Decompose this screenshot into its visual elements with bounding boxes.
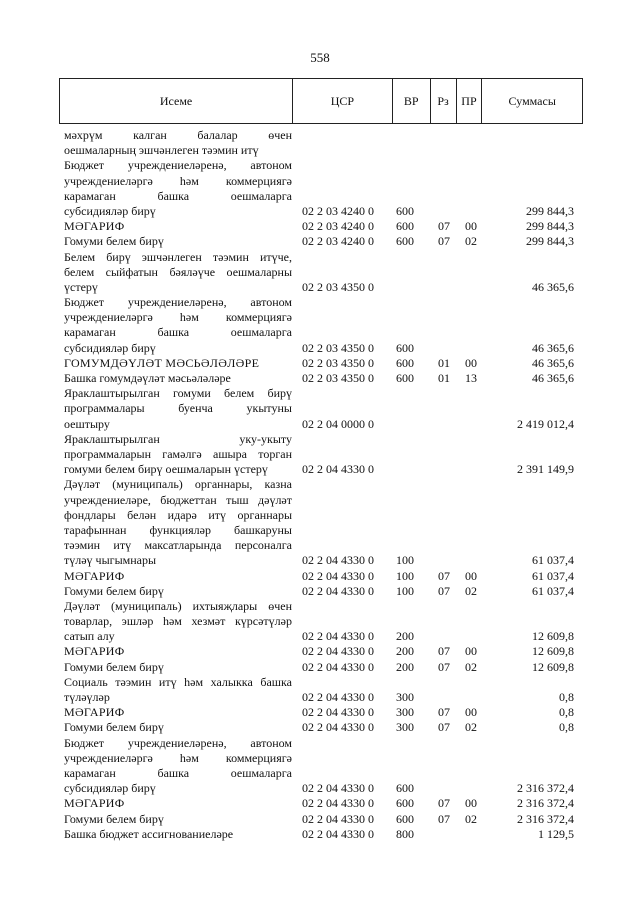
row-name	[64, 705, 292, 720]
row-name-line: Дәүләт (муниципаль) ихтыяҗлары өчен	[64, 598, 292, 613]
row-sum: 2 316 372,4	[517, 811, 574, 826]
row-pr: 00	[465, 705, 477, 720]
row-name-line: карамаган башка оешмаларга	[64, 188, 292, 203]
table-row	[64, 705, 574, 720]
row-pr: 00	[465, 568, 477, 583]
row-sum: 61 037,4	[532, 553, 574, 568]
row-name	[64, 796, 292, 811]
header-vr: ВР	[392, 79, 430, 123]
row-name-line: сатып алу	[64, 629, 115, 644]
row-sum: 0,8	[559, 705, 574, 720]
row-name-line: Бюджет учреждениеләренә, автоном	[64, 158, 292, 173]
row-name	[64, 675, 292, 705]
table-row	[64, 128, 574, 158]
row-csr: 02 2 03 4240 0	[302, 234, 374, 249]
row-vr: 100	[396, 553, 414, 568]
table-row	[64, 356, 574, 371]
table-header	[59, 78, 583, 124]
table-row	[64, 827, 574, 842]
row-vr: 200	[396, 644, 414, 659]
row-name-line: түләү чыгымнары	[64, 553, 157, 568]
row-rz: 01	[438, 371, 450, 386]
row-name-line: Гомуми белем бирү	[64, 811, 164, 826]
row-name-line: Гомуми белем бирү	[64, 234, 164, 249]
row-name-line: түләүләр	[64, 690, 110, 705]
header-name: Исеме	[159, 93, 193, 108]
row-sum: 299 844,3	[526, 234, 574, 249]
row-name-line: карамаган башка оешмаларга	[64, 766, 292, 781]
row-name-line: товарлар, эшләр һәм хезмәт күрсәтүләр	[64, 614, 292, 629]
row-pr: 02	[465, 234, 477, 249]
row-sum: 46 365,6	[532, 340, 574, 355]
row-name	[64, 432, 292, 478]
table-row	[64, 796, 574, 811]
page-number: 558	[310, 50, 330, 65]
row-pr: 00	[465, 644, 477, 659]
table-row	[64, 250, 574, 296]
row-pr: 13	[465, 371, 477, 386]
row-sum: 12 609,8	[532, 629, 574, 644]
row-name-line: программалары буенча укытуны	[64, 401, 292, 416]
row-name	[64, 250, 292, 296]
table-row	[64, 812, 574, 827]
table-row	[64, 644, 574, 659]
row-rz: 07	[438, 705, 450, 720]
row-name	[64, 660, 292, 675]
table-row	[64, 432, 574, 478]
row-csr: 02 2 04 4330 0	[302, 720, 374, 735]
header-pr: ПР	[456, 79, 482, 123]
row-vr: 300	[396, 690, 414, 705]
row-name-line: Бюджет учреждениеләренә, автоном	[64, 295, 292, 310]
row-sum: 46 365,6	[532, 355, 574, 370]
row-name-line: үстерү	[64, 279, 98, 294]
row-sum: 12 609,8	[532, 644, 574, 659]
table-body	[64, 128, 574, 842]
table-row	[64, 158, 574, 219]
header-sum: Суммасы	[481, 79, 582, 123]
row-name-line: Яраклаштырылган уку-укыту	[64, 431, 292, 446]
row-csr: 02 2 03 4350 0	[302, 371, 374, 386]
row-pr: 02	[465, 659, 477, 674]
row-sum: 2 419 012,4	[517, 416, 574, 431]
table-row	[64, 584, 574, 599]
row-name-line: МӘГАРИФ	[64, 796, 125, 811]
row-csr: 02 2 04 0000 0	[302, 416, 374, 431]
row-rz: 07	[438, 644, 450, 659]
row-sum: 1 129,5	[538, 826, 574, 841]
header-rz: Рз	[430, 79, 456, 123]
row-pr: 02	[465, 720, 477, 735]
row-name-line: Гомуми белем бирү	[64, 720, 164, 735]
row-pr: 02	[465, 811, 477, 826]
table-row	[64, 569, 574, 584]
row-name-line: субсидияләр бирү	[64, 203, 156, 218]
row-vr: 800	[396, 826, 414, 841]
row-rz: 07	[438, 234, 450, 249]
row-name-line: белем сыйфатын бәяләүче оешмаларны	[64, 264, 292, 279]
row-name-line: Белем бирү эшчәнлеген тәэмин итүче,	[64, 249, 292, 264]
row-rz: 07	[438, 811, 450, 826]
row-name-line: оешмаларның эшчәнлеген тәэмин итү	[64, 143, 259, 158]
row-csr: 02 2 03 4350 0	[302, 279, 374, 294]
table-row	[64, 599, 574, 645]
row-name-line: тәэмин итү максатларында персоналга	[64, 538, 292, 553]
row-sum: 0,8	[559, 690, 574, 705]
row-name-line: МӘГАРИФ	[64, 219, 125, 234]
row-name	[64, 812, 292, 827]
row-csr: 02 2 04 4330 0	[302, 629, 374, 644]
row-name-line: Башка гомумдәүләт мәсьәләләре	[64, 371, 231, 386]
row-name-line: Яраклаштырылган гомуми белем бирү	[64, 386, 292, 401]
row-sum: 0,8	[559, 720, 574, 735]
row-name	[64, 736, 292, 797]
row-vr: 200	[396, 659, 414, 674]
row-vr: 100	[396, 583, 414, 598]
table-row	[64, 371, 574, 386]
row-rz: 07	[438, 219, 450, 234]
row-name	[64, 371, 292, 386]
row-name	[64, 386, 292, 432]
row-csr: 02 2 03 4240 0	[302, 219, 374, 234]
row-name-line: Дәүләт (муниципаль) органнары, казна	[64, 477, 292, 492]
row-sum: 299 844,3	[526, 219, 574, 234]
row-csr: 02 2 04 4330 0	[302, 659, 374, 674]
row-name	[64, 720, 292, 735]
row-csr: 02 2 04 4330 0	[302, 644, 374, 659]
row-sum: 12 609,8	[532, 659, 574, 674]
row-name-line: ГОМУМДӘҮЛӘТ МӘСЬӘЛӘЛӘРЕ	[64, 355, 260, 370]
row-name-line: субсидияләр бирү	[64, 340, 156, 355]
row-csr: 02 2 04 4330 0	[302, 705, 374, 720]
row-csr: 02 2 04 4330 0	[302, 568, 374, 583]
row-name	[64, 158, 292, 219]
row-vr: 100	[396, 568, 414, 583]
row-name	[64, 569, 292, 584]
row-rz: 07	[438, 568, 450, 583]
row-vr: 300	[396, 720, 414, 735]
row-name	[64, 234, 292, 249]
row-rz: 07	[438, 659, 450, 674]
table-row	[64, 660, 574, 675]
table-row	[64, 720, 574, 735]
row-name-line: МӘГАРИФ	[64, 568, 125, 583]
row-csr: 02 2 04 4330 0	[302, 781, 374, 796]
row-csr: 02 2 04 4330 0	[302, 553, 374, 568]
row-name-line: МӘГАРИФ	[64, 705, 125, 720]
row-csr: 02 2 04 4330 0	[302, 796, 374, 811]
row-sum: 46 365,6	[532, 371, 574, 386]
row-name	[64, 219, 292, 234]
row-csr: 02 2 03 4240 0	[302, 203, 374, 218]
row-vr: 200	[396, 629, 414, 644]
row-csr: 02 2 03 4350 0	[302, 355, 374, 370]
header-csr: ЦСР	[292, 79, 392, 123]
row-vr: 600	[396, 796, 414, 811]
table-row	[64, 234, 574, 249]
row-pr: 02	[465, 583, 477, 598]
row-csr: 02 2 04 4330 0	[302, 811, 374, 826]
row-name	[64, 295, 292, 356]
row-rz: 07	[438, 796, 450, 811]
row-name-line: программаларын гамәлгә ашыра торган	[64, 447, 292, 461]
row-name-line: гомуми белем бирү оешмаларын үстерү	[64, 462, 268, 477]
row-csr: 02 2 03 4350 0	[302, 340, 374, 355]
table-row	[64, 477, 574, 568]
row-sum: 61 037,4	[532, 568, 574, 583]
row-pr: 00	[465, 355, 477, 370]
row-vr: 600	[396, 340, 414, 355]
row-csr: 02 2 04 4330 0	[302, 462, 374, 477]
row-sum: 299 844,3	[526, 203, 574, 218]
row-name	[64, 644, 292, 659]
row-vr: 600	[396, 234, 414, 249]
table-row	[64, 736, 574, 797]
row-pr: 00	[465, 796, 477, 811]
row-name-line: учреждениеләргә һәм коммерциягә	[64, 750, 292, 765]
row-rz: 07	[438, 720, 450, 735]
row-name-line: Бюджет учреждениеләренә, автоном	[64, 735, 292, 750]
row-vr: 600	[396, 203, 414, 218]
row-name-line: фондлары белән идарә итү органнары	[64, 507, 292, 522]
row-vr: 600	[396, 355, 414, 370]
row-vr: 600	[396, 811, 414, 826]
table-row	[64, 295, 574, 356]
row-name-line: учреждениеләре, бюджеттан тыш дәүләт	[64, 492, 292, 507]
row-sum: 2 391 149,9	[517, 462, 574, 477]
table-row	[64, 675, 574, 705]
row-name-line: карамаган башка оешмаларга	[64, 325, 292, 340]
row-name-line: учреждениеләргә һәм коммерциягә	[64, 310, 292, 325]
row-name-line: Гомуми белем бирү	[64, 659, 164, 674]
row-name	[64, 356, 292, 371]
row-name	[64, 599, 292, 645]
row-name	[64, 477, 292, 568]
row-vr: 600	[396, 781, 414, 796]
row-rz: 01	[438, 355, 450, 370]
row-name	[64, 128, 292, 158]
row-csr: 02 2 04 4330 0	[302, 583, 374, 598]
row-csr: 02 2 04 4330 0	[302, 826, 374, 841]
row-sum: 46 365,6	[532, 279, 574, 294]
row-vr: 600	[396, 219, 414, 234]
row-rz: 07	[438, 583, 450, 598]
row-name-line: МӘГАРИФ	[64, 644, 125, 659]
row-sum: 2 316 372,4	[517, 781, 574, 796]
table-row	[64, 219, 574, 234]
table-row	[64, 386, 574, 432]
row-name-line: мәхрүм калган балалар өчен	[64, 128, 292, 142]
row-name	[64, 827, 292, 842]
row-name-line: Социаль тәэмин итү һәм халыкка башка	[64, 674, 292, 689]
row-pr: 00	[465, 219, 477, 234]
row-name-line: тарафыннан функцияләр башкаруны	[64, 522, 292, 537]
row-name-line: субсидияләр бирү	[64, 781, 156, 796]
row-sum: 61 037,4	[532, 583, 574, 598]
row-name-line: Гомуми белем бирү	[64, 583, 164, 598]
row-name-line: оештыру	[64, 416, 110, 431]
row-csr: 02 2 04 4330 0	[302, 690, 374, 705]
row-vr: 600	[396, 371, 414, 386]
row-name	[64, 584, 292, 599]
row-sum: 2 316 372,4	[517, 796, 574, 811]
row-vr: 300	[396, 705, 414, 720]
row-name-line: Башка бюджет ассигнованиеләре	[64, 826, 234, 841]
row-name-line: учреждениеләргә һәм коммерциягә	[64, 173, 292, 188]
